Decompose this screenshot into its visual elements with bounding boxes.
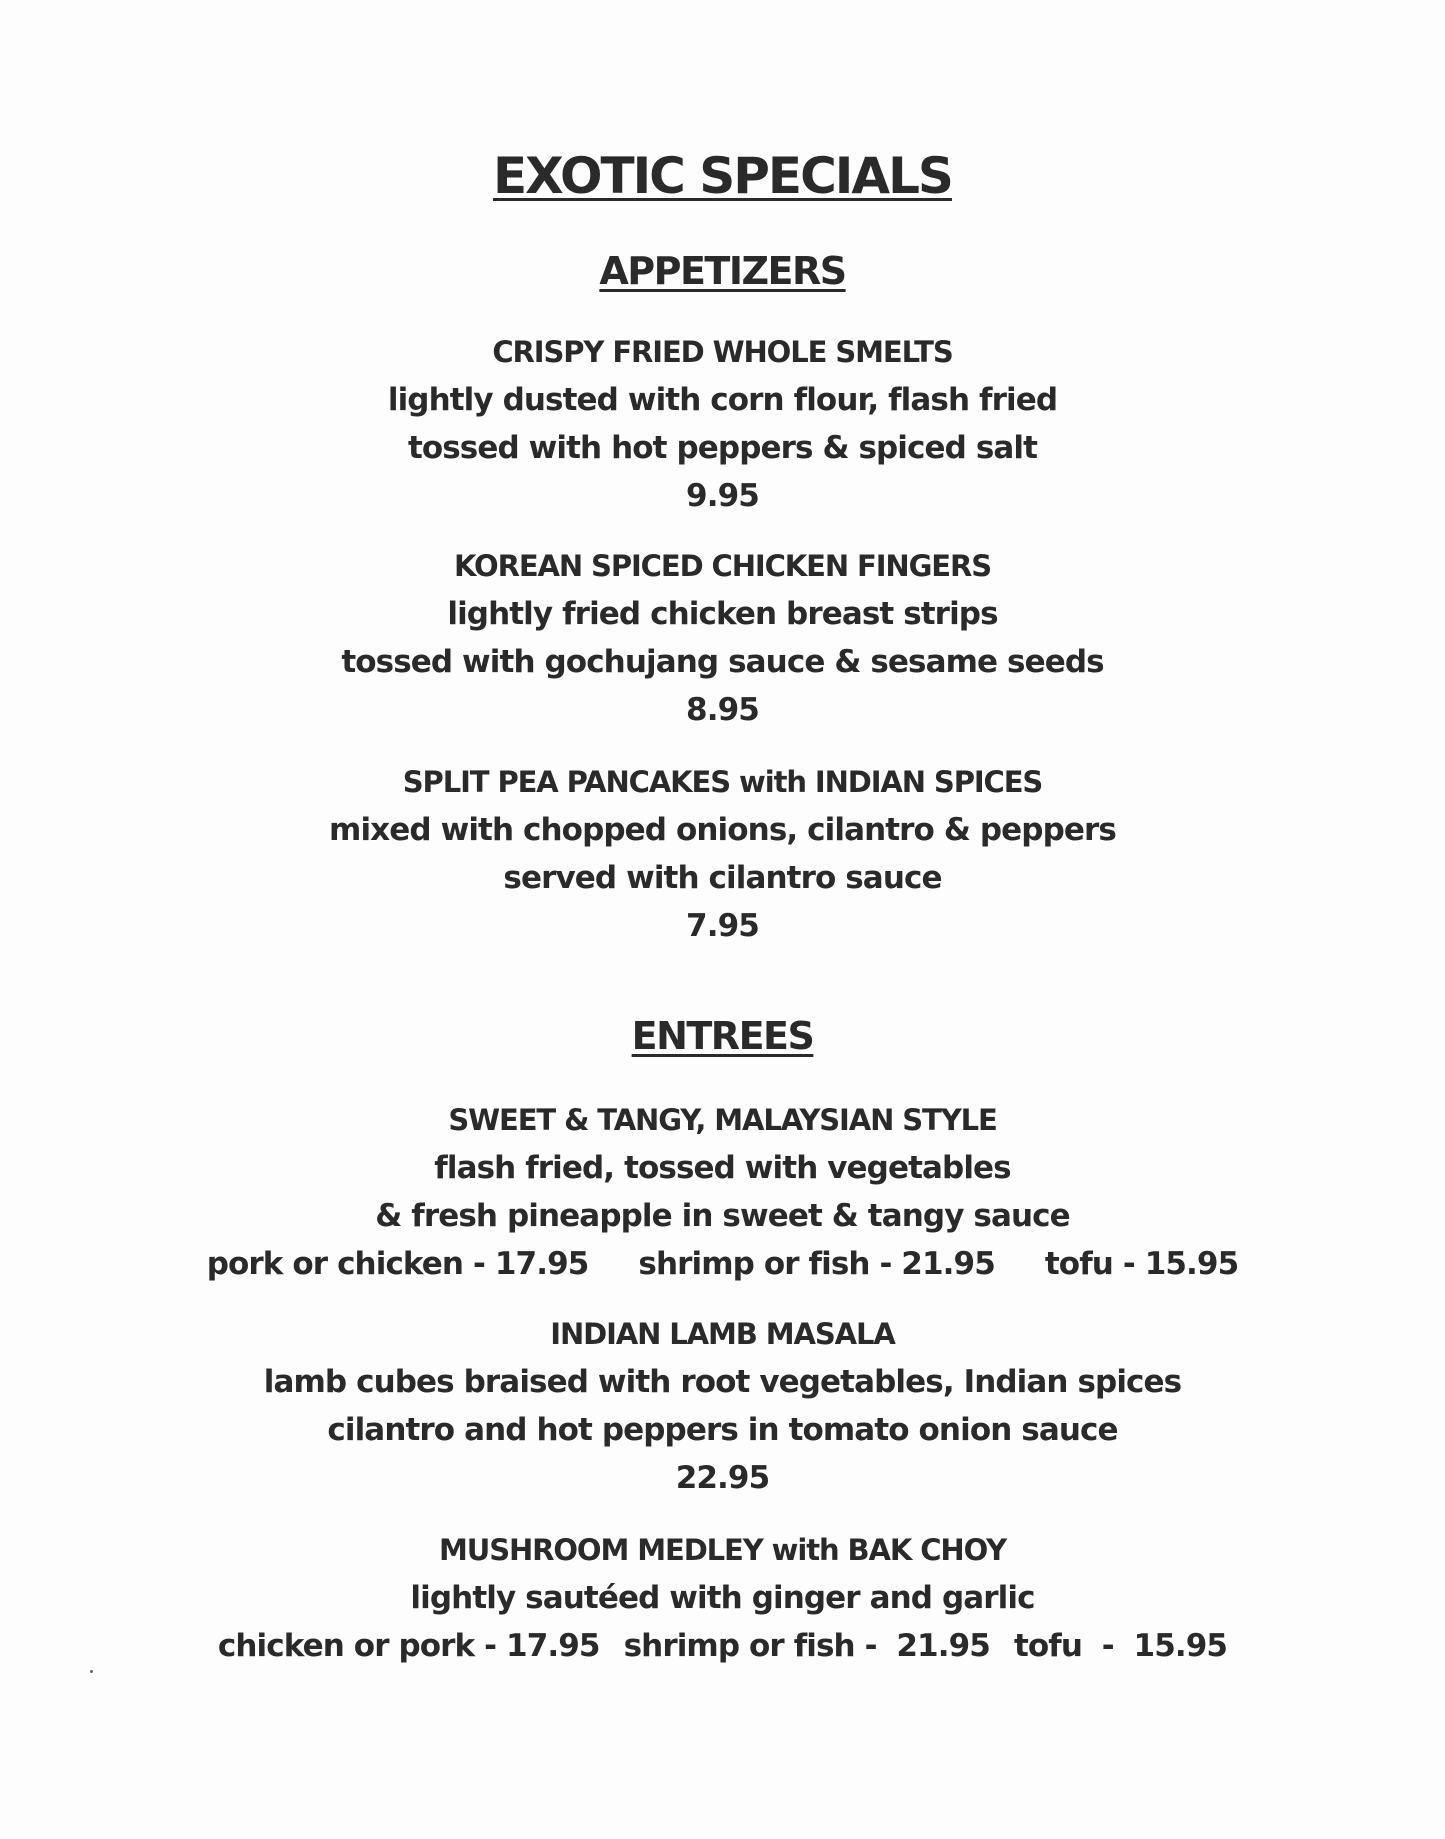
item-description: tossed with hot peppers & spiced salt [407,430,1038,466]
item-price: 7.95 [686,908,759,944]
item-name: KOREAN SPICED CHICKEN FINGERS [453,549,992,583]
entree-item-lamb-masala [0,1310,1445,1502]
price-option: tofu - 15.95 [1044,1246,1239,1282]
appetizers-heading: APPETIZERS [599,249,846,293]
item-description: served with cilantro sauce [503,860,942,896]
item-description: lamb cubes braised with root vegetables, Indian spices [263,1364,1182,1400]
entree-item-mushroom-medley [0,1526,1445,1670]
item-price: 9.95 [686,478,759,514]
item-name: MUSHROOM MEDLEY with BAK CHOY [438,1533,1006,1567]
appetizer-item-chicken-fingers [0,542,1445,734]
price-option: tofu - 15.95 [1013,1628,1228,1664]
price-options [0,1240,1445,1288]
item-description: lightly fried chicken breast strips [447,596,998,632]
item-description: lightly dusted with corn flour, flash fried [387,382,1058,418]
item-description: lightly sautéed with ginger and garlic [410,1580,1035,1616]
menu-title: EXOTIC SPECIALS [493,147,952,205]
item-price: 8.95 [686,692,759,728]
price-options [0,1622,1445,1670]
item-description: tossed with gochujang sauce & sesame seeds [341,644,1104,680]
price-option: shrimp or fish - 21.95 [623,1628,990,1664]
price-option: chicken or pork - 17.95 [217,1628,600,1664]
price-option: pork or chicken - 17.95 [206,1246,589,1282]
appetizer-item-pancakes [0,758,1445,950]
item-description: flash fried, tossed with vegetables [434,1150,1011,1186]
item-price: 22.95 [675,1460,770,1496]
appetizer-item-smelts [0,328,1445,520]
entrees-heading: ENTREES [631,1014,814,1058]
item-name: SPLIT PEA PANCAKES with INDIAN SPICES [402,765,1043,799]
entree-item-malaysian [0,1096,1445,1288]
item-name: SWEET & TANGY, MALAYSIAN STYLE [448,1103,997,1137]
item-name: CRISPY FRIED WHOLE SMELTS [492,335,953,369]
scan-speck [90,1670,93,1673]
price-option: shrimp or fish - 21.95 [638,1246,995,1282]
item-description: mixed with chopped onions, cilantro & peppers [329,812,1116,848]
item-description: cilantro and hot peppers in tomato onion sauce [327,1412,1118,1448]
item-description: & fresh pineapple in sweet & tangy sauce [375,1198,1070,1234]
item-name: INDIAN LAMB MASALA [550,1317,895,1351]
